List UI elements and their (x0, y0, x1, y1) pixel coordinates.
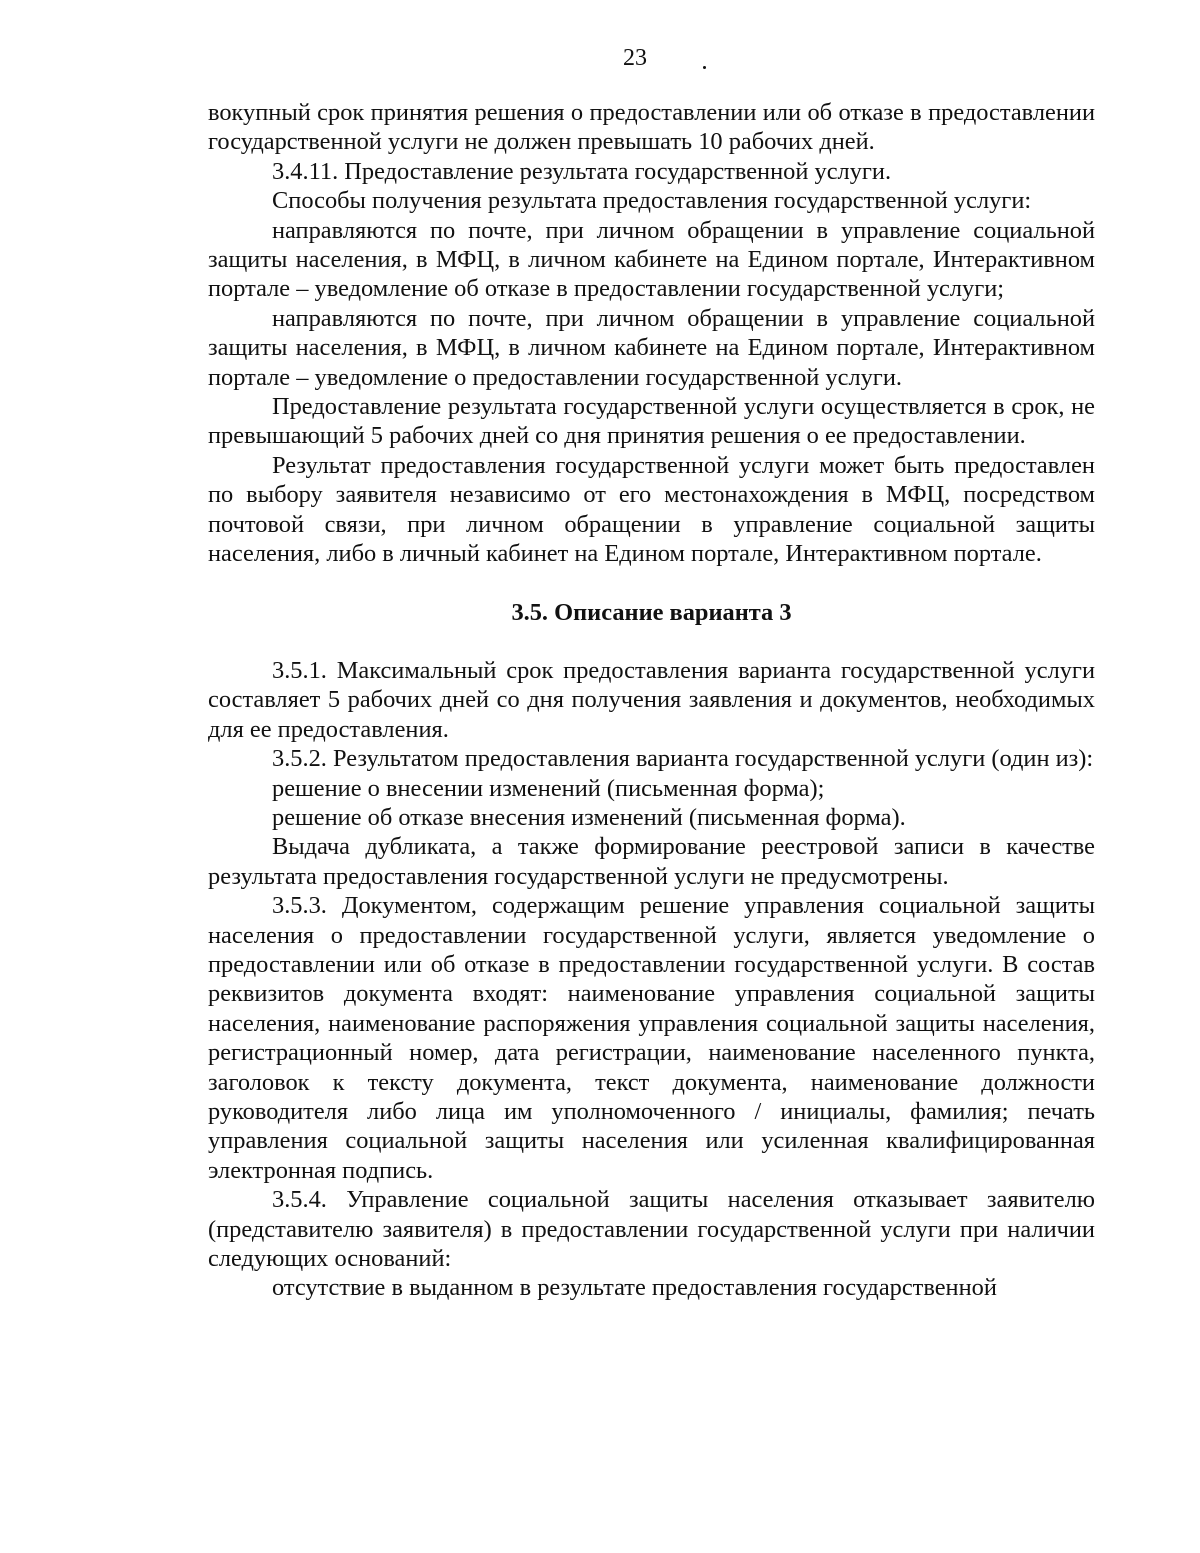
paragraph: 3.5.3. Документом, содержащим решение управления социальной защиты населения о предоставлении государственной услуги, является уведомление о предоставлении или об отказе в предоставлении государственной услуги. В состав реквизитов документа входят: наименование управления социальной защиты населения, наименование распоряжения управления социальной защиты населения, регистрационный номер, дата регистрации, наименование населенного пункта, заголовок к тексту документа, текст документа, наименование должности руководителя либо лица им уполномоченного / инициалы, фамилия; печать управления социальной защиты населения или усиленная квалифицированная электронная подпись. (208, 892, 1095, 1184)
paragraph: Результат предоставления государственной услуги может быть предоставлен по выбору заявителя независимо от его местонахождения в МФЦ, посредством почтовой связи, при личном обращении в управление социальной защиты населения, либо в личный кабинет на Едином портале, Интерактивном портале. (208, 451, 1095, 568)
scan-speck (703, 66, 706, 69)
paragraph: 3.5.1. Максимальный срок предоставления варианта государственной услуги составляет 5 рабочих дней со дня получения заявления и документов, необходимых для ее предоставления. (208, 656, 1095, 743)
paragraph: 3.5.4. Управление социальной защиты населения отказывает заявителю (представителю заявителя) в предоставлении государственной услуги при наличии следующих оснований: (208, 1186, 1095, 1273)
paragraph: Способы получения результата предоставления государственной услуги: (272, 187, 1032, 215)
paragraph: 3.4.11. Предоставление результата государственной услуги. (272, 157, 892, 185)
page-number: 23 (623, 45, 647, 71)
paragraph: направляются по почте, при личном обращении в управление социальной защиты населения, в МФЦ, в личном кабинете на Едином портале, Интерактивном портале – уведомление об отказе в предоставлении государственной услуги; (208, 216, 1095, 303)
paragraph: решение о внесении изменений (письменная форма); (272, 774, 825, 802)
paragraph: решение об отказе внесения изменений (письменная форма). (272, 803, 906, 831)
paragraph: Выдача дубликата, а также формирование реестровой записи в качестве результата предоставления государственной услуги не предусмотрены. (208, 833, 1095, 890)
paragraphs-before-heading (208, 98, 1095, 569)
paragraphs-after-heading (208, 656, 1095, 1303)
paragraph: отсутствие в выданном в результате предоставления государственной (272, 1274, 997, 1302)
document-body (208, 98, 1095, 1303)
paragraph: вокупный срок принятия решения о предоставлении или об отказе в предоставлении государственной услуги не должен превышать 10 рабочих дней. (208, 99, 1095, 156)
paragraph: Предоставление результата государственной услуги осуществляется в срок, не превышающий 5 рабочих дней со дня принятия решения о ее предоставлении. (208, 393, 1095, 450)
paragraph: 3.5.2. Результатом предоставления варианта государственной услуги (один из): (272, 745, 1094, 773)
section-heading: 3.5. Описание варианта 3 (511, 598, 792, 626)
paragraph: направляются по почте, при личном обращении в управление социальной защиты населения, в МФЦ, в личном кабинете на Едином портале, Интерактивном портале – уведомление о предоставлении государственной услуги. (208, 304, 1095, 391)
